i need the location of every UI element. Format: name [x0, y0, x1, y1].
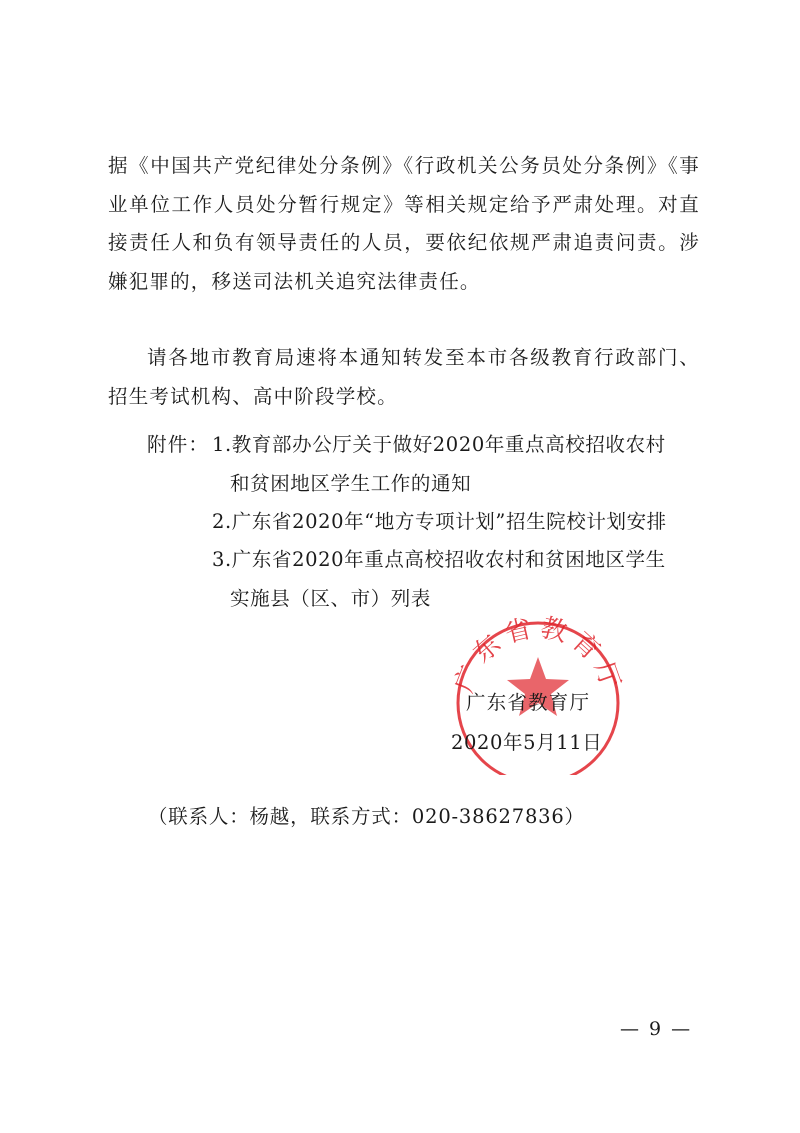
page-number: — 9 — [620, 1018, 693, 1040]
attachments-label: 附件： [147, 433, 210, 456]
attachment-item-2 [212, 503, 712, 542]
seal-arc-textpath: 广东省教育厅 [449, 612, 628, 699]
attachment-item-1 [212, 426, 712, 503]
signature-organization: 广东省教育厅 [466, 691, 591, 714]
contact-info: （联系人：杨越，联系方式：020-38627836） [148, 805, 585, 828]
attachment-item-3-line-2: 实施县（区、市）列表 [230, 586, 432, 610]
body-paragraph-discipline: 据《中国共产党纪律处分条例》《行政机关公务员处分条例》《事业单位工作人员处分暂行规定》等相关规定给予严肃处理。对直接责任人和负有领导责任的人员，要依纪依规严肃追责问责。涉嫌犯罪的，移送司法机关追究法律责任。 [108, 154, 700, 293]
attachment-item-2-line-1: 2.广东省2020年“地方专项计划”招生院校计划安排 [212, 510, 667, 533]
attachment-item-1-line-2: 和贫困地区学生工作的通知 [230, 471, 472, 495]
signature-date: 2020年5月11日 [451, 731, 603, 754]
attachment-item-1-line-1: 1.教育部办公厅关于做好2020年重点高校招收农村 [212, 433, 666, 456]
body-paragraph-forwarding: 请各地市教育局速将本通知转发至本市各级教育行政部门、招生考试机构、高中阶段学校。 [108, 346, 700, 408]
attachment-item-3-line-1: 3.广东省2020年重点高校招收农村和贫困地区学生 [212, 548, 666, 571]
